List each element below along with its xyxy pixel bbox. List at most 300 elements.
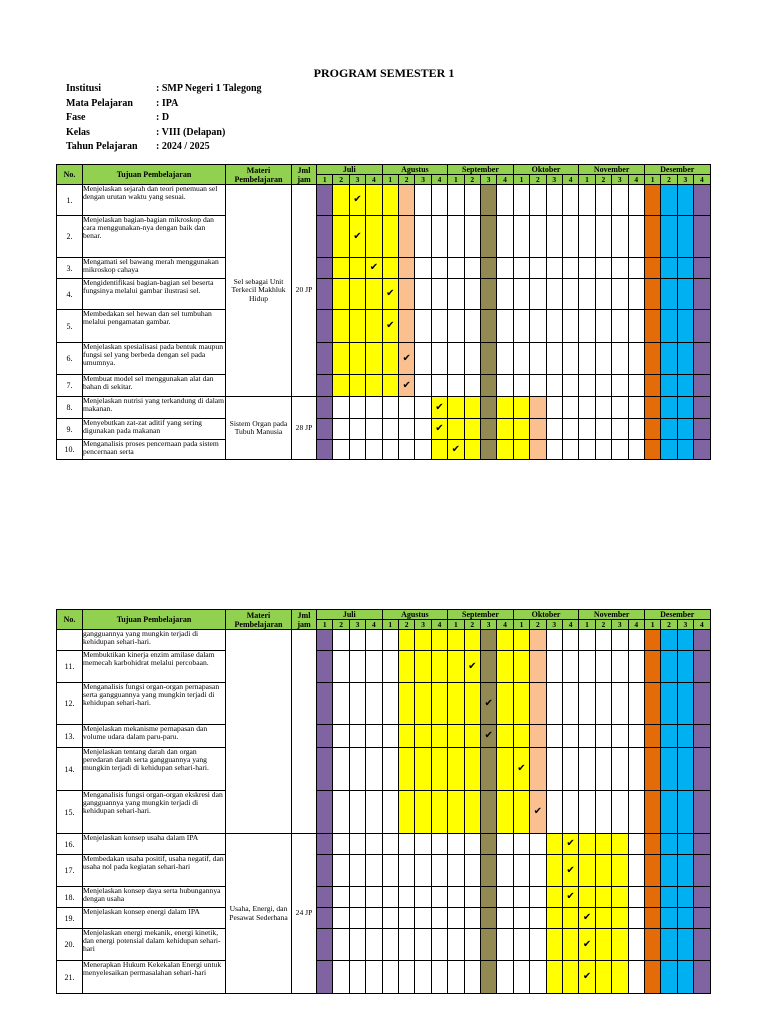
- week-cell: [480, 651, 496, 683]
- week-cell: [431, 683, 447, 725]
- week-cell: [628, 961, 644, 994]
- week-cell: [562, 791, 578, 834]
- week-cell: [480, 343, 496, 375]
- week-cell: [497, 929, 513, 961]
- row-number: 18.: [57, 887, 83, 908]
- week-cell: [398, 216, 414, 258]
- week-cell: [333, 791, 349, 834]
- header-week: 2: [464, 175, 480, 185]
- check-mark-icon: ✔: [566, 864, 575, 876]
- week-cell: [448, 748, 464, 791]
- week-cell: [480, 961, 496, 994]
- week-cell: [349, 440, 365, 460]
- week-cell: [415, 961, 431, 994]
- week-cell: [694, 630, 710, 651]
- week-cell: [497, 440, 513, 460]
- week-cell: [448, 343, 464, 375]
- week-cell: [546, 397, 562, 419]
- week-cell: [694, 216, 710, 258]
- week-cell: [595, 630, 611, 651]
- row-number: 4.: [57, 279, 83, 310]
- week-cell: [431, 258, 447, 279]
- week-cell: [497, 725, 513, 748]
- week-cell: [579, 419, 595, 440]
- week-cell: [661, 630, 677, 651]
- week-cell: [366, 683, 382, 725]
- week-cell: [612, 310, 628, 343]
- week-cell: [579, 279, 595, 310]
- tujuan-cell: Menganalisis fungsi organ-organ pernapasan serta gangguannya yang mungkin terjadi di kehidupan sehari-hari.: [83, 683, 226, 725]
- schedule-table-2: [56, 609, 711, 994]
- week-cell: [694, 725, 710, 748]
- week-cell: [612, 375, 628, 397]
- week-cell: [382, 343, 398, 375]
- week-cell: [694, 651, 710, 683]
- table-row: [57, 258, 711, 279]
- week-cell: [562, 279, 578, 310]
- week-cell: [628, 440, 644, 460]
- header-week: 3: [415, 175, 431, 185]
- materi-cell: [226, 630, 292, 834]
- week-cell: [349, 887, 365, 908]
- week-cell: [480, 791, 496, 834]
- check-mark-icon: ✔: [582, 938, 592, 950]
- week-cell: [431, 279, 447, 310]
- week-cell: [317, 791, 333, 834]
- week-cell: [595, 651, 611, 683]
- week-cell: [398, 855, 414, 887]
- week-cell: [595, 961, 611, 994]
- week-cell: [644, 855, 660, 887]
- week-cell: [644, 258, 660, 279]
- check-mark-icon: ✔: [369, 262, 379, 273]
- tujuan-cell: Menyebutkan zat-zat aditif yang sering digunakan pada makanan: [83, 419, 226, 440]
- week-cell: [644, 791, 660, 834]
- week-cell: [448, 725, 464, 748]
- week-cell: [497, 855, 513, 887]
- week-cell: [530, 397, 546, 419]
- week-cell: [464, 185, 480, 216]
- week-cell: [513, 258, 529, 279]
- week-cell: [644, 375, 660, 397]
- week-cell: [644, 310, 660, 343]
- check-mark-icon: ✔: [386, 288, 395, 299]
- week-cell: [366, 725, 382, 748]
- week-cell: [497, 419, 513, 440]
- week-cell: [628, 185, 644, 216]
- header-week: 1: [317, 620, 333, 630]
- table-row: [57, 651, 711, 683]
- table-row: [57, 343, 711, 375]
- week-cell: [415, 791, 431, 834]
- document-meta: [66, 82, 262, 155]
- check-mark-icon: ✔: [582, 912, 592, 923]
- week-cell: [579, 855, 595, 887]
- week-cell: [677, 834, 693, 855]
- header-week: 3: [480, 620, 496, 630]
- week-cell: [677, 375, 693, 397]
- table-row: [57, 279, 711, 310]
- week-cell: [480, 725, 496, 748]
- week-cell: [661, 279, 677, 310]
- week-cell: [448, 279, 464, 310]
- week-cell: [480, 397, 496, 419]
- header-jml: Jml jam: [292, 165, 317, 185]
- week-cell: [497, 834, 513, 855]
- week-cell: [464, 725, 480, 748]
- meta-value: : D: [156, 112, 170, 123]
- week-cell: [579, 630, 595, 651]
- week-cell: [677, 748, 693, 791]
- week-cell: [464, 216, 480, 258]
- check-mark-icon: ✔: [468, 660, 477, 672]
- header-week: 3: [677, 620, 693, 630]
- week-cell: [398, 725, 414, 748]
- header-week: 4: [497, 175, 513, 185]
- header-week: 2: [661, 620, 677, 630]
- week-cell: [661, 343, 677, 375]
- week-cell: [530, 310, 546, 343]
- week-cell: [562, 419, 578, 440]
- week-cell: [448, 651, 464, 683]
- check-mark-icon: ✔: [566, 838, 575, 849]
- week-cell: [677, 397, 693, 419]
- week-cell: [398, 419, 414, 440]
- meta-label: Institusi: [66, 83, 102, 94]
- week-cell: [366, 216, 382, 258]
- week-cell: [595, 310, 611, 343]
- week-cell: [366, 908, 382, 929]
- week-cell: [497, 651, 513, 683]
- table-row: [57, 375, 711, 397]
- week-cell: [595, 887, 611, 908]
- week-cell: [546, 419, 562, 440]
- week-cell: [530, 279, 546, 310]
- week-cell: [366, 855, 382, 887]
- week-cell: [661, 440, 677, 460]
- week-cell: [562, 216, 578, 258]
- meta-row: [66, 82, 262, 97]
- week-cell: [579, 748, 595, 791]
- week-cell: [415, 887, 431, 908]
- week-cell: [431, 748, 447, 791]
- row-number: 15.: [57, 791, 83, 834]
- week-cell: [677, 887, 693, 908]
- week-cell: [398, 834, 414, 855]
- week-cell: [448, 397, 464, 419]
- table-row: [57, 216, 711, 258]
- header-week: 1: [382, 175, 398, 185]
- table-row: [57, 929, 711, 961]
- week-cell: [612, 725, 628, 748]
- week-cell: [612, 748, 628, 791]
- week-cell: [612, 258, 628, 279]
- week-cell: [644, 630, 660, 651]
- header-week: 3: [677, 175, 693, 185]
- week-cell: [431, 419, 447, 440]
- week-cell: [530, 440, 546, 460]
- week-cell: [661, 397, 677, 419]
- week-cell: [398, 185, 414, 216]
- header-week: 3: [480, 175, 496, 185]
- week-cell: [480, 440, 496, 460]
- week-cell: [464, 834, 480, 855]
- week-cell: [677, 651, 693, 683]
- week-cell: [333, 651, 349, 683]
- week-cell: [530, 855, 546, 887]
- week-cell: [562, 725, 578, 748]
- week-cell: [628, 725, 644, 748]
- week-cell: [464, 310, 480, 343]
- week-cell: [317, 683, 333, 725]
- header-week: 1: [317, 175, 333, 185]
- header-week: 2: [595, 620, 611, 630]
- tujuan-cell: Menganalisis proses pencernaan pada sistem pencernaan serta: [83, 440, 226, 460]
- week-cell: [382, 375, 398, 397]
- week-cell: [398, 440, 414, 460]
- week-cell: [595, 683, 611, 725]
- week-cell: [562, 397, 578, 419]
- header-week: 1: [448, 175, 464, 185]
- week-cell: [382, 683, 398, 725]
- week-cell: [628, 258, 644, 279]
- week-cell: [431, 375, 447, 397]
- week-cell: [595, 929, 611, 961]
- week-cell: [677, 855, 693, 887]
- tujuan-cell: Menjelaskan mekanisme pernapasan dan volume udara dalam paru-paru.: [83, 725, 226, 748]
- table-row: [57, 855, 711, 887]
- week-cell: [677, 630, 693, 651]
- week-cell: [480, 855, 496, 887]
- week-cell: [480, 887, 496, 908]
- header-month: Desember: [644, 165, 710, 175]
- week-cell: [431, 651, 447, 683]
- page-title: PROGRAM SEMESTER 1: [313, 66, 455, 80]
- week-cell: [366, 419, 382, 440]
- row-number: 9.: [57, 419, 83, 440]
- week-cell: [694, 929, 710, 961]
- header-tujuan: Tujuan Pembelajaran: [83, 165, 226, 185]
- week-cell: [480, 748, 496, 791]
- week-cell: [579, 185, 595, 216]
- week-cell: [464, 683, 480, 725]
- week-cell: [333, 834, 349, 855]
- week-cell: [480, 630, 496, 651]
- tujuan-cell: Membuktikan kinerja enzim amilase dalam memecah karbohidrat melalui percobaan.: [83, 651, 226, 683]
- check-mark-icon: ✔: [435, 401, 444, 413]
- week-cell: [415, 419, 431, 440]
- week-cell: [415, 343, 431, 375]
- row-number: 16.: [57, 834, 83, 855]
- week-cell: [317, 216, 333, 258]
- check-mark-icon: ✔: [386, 320, 395, 331]
- week-cell: [366, 279, 382, 310]
- week-cell: [464, 397, 480, 419]
- tujuan-cell: Mengamati sel bawang merah menggunakan mikroskop cahaya: [83, 258, 226, 279]
- jml-jam-cell: 28 JP: [292, 397, 317, 460]
- week-cell: [415, 908, 431, 929]
- header-materi: Materi Pembelajaran: [226, 610, 292, 630]
- header-month: Agustus: [382, 610, 448, 620]
- header-week: 3: [415, 620, 431, 630]
- week-cell: [349, 397, 365, 419]
- week-cell: [546, 216, 562, 258]
- week-cell: [612, 683, 628, 725]
- week-cell: [546, 375, 562, 397]
- week-cell: [366, 258, 382, 279]
- week-cell: [677, 258, 693, 279]
- header-week: 4: [431, 620, 447, 630]
- schedule-table-1: [56, 164, 711, 460]
- week-cell: [333, 279, 349, 310]
- week-cell: [513, 630, 529, 651]
- week-cell: [661, 651, 677, 683]
- week-cell: [694, 855, 710, 887]
- week-cell: [661, 791, 677, 834]
- week-cell: [333, 683, 349, 725]
- week-cell: [562, 748, 578, 791]
- week-cell: [694, 343, 710, 375]
- week-cell: [579, 834, 595, 855]
- week-cell: [349, 855, 365, 887]
- table-row: [57, 397, 711, 419]
- week-cell: [480, 419, 496, 440]
- week-cell: [349, 791, 365, 834]
- header-week: 1: [579, 175, 595, 185]
- week-cell: [644, 961, 660, 994]
- week-cell: [349, 279, 365, 310]
- week-cell: [595, 440, 611, 460]
- week-cell: [398, 630, 414, 651]
- meta-label: Mata Pelajaran: [66, 97, 133, 109]
- header-week: 1: [644, 620, 660, 630]
- week-cell: [366, 961, 382, 994]
- week-cell: [694, 748, 710, 791]
- header-week: 4: [366, 175, 382, 185]
- week-cell: [579, 929, 595, 961]
- week-cell: [628, 651, 644, 683]
- week-cell: [415, 397, 431, 419]
- week-cell: [497, 185, 513, 216]
- week-cell: [480, 310, 496, 343]
- header-week: 2: [530, 175, 546, 185]
- week-cell: [661, 725, 677, 748]
- jml-jam-cell: 20 JP: [292, 185, 317, 397]
- week-cell: [366, 929, 382, 961]
- header-month: September: [448, 610, 514, 620]
- row-number: 20.: [57, 929, 83, 961]
- week-cell: [480, 683, 496, 725]
- week-cell: [448, 887, 464, 908]
- tujuan-cell: Menjelaskan sejarah dan teori penemuan sel dengan urutan waktu yang sesuai.: [83, 185, 226, 216]
- check-mark-icon: ✔: [402, 379, 411, 391]
- week-cell: [317, 908, 333, 929]
- week-cell: [464, 630, 480, 651]
- week-cell: [448, 419, 464, 440]
- week-cell: [628, 748, 644, 791]
- week-cell: [382, 961, 398, 994]
- week-cell: [595, 258, 611, 279]
- header-week: 4: [694, 620, 710, 630]
- week-cell: [546, 343, 562, 375]
- week-cell: [579, 651, 595, 683]
- week-cell: [530, 683, 546, 725]
- week-cell: [661, 887, 677, 908]
- table-row: [57, 440, 711, 460]
- week-cell: [513, 834, 529, 855]
- check-mark-icon: ✔: [517, 763, 526, 774]
- week-cell: [513, 397, 529, 419]
- week-cell: [382, 258, 398, 279]
- tujuan-cell: Menjelaskan nutrisi yang terkandung di dalam makanan.: [83, 397, 226, 419]
- week-cell: [579, 887, 595, 908]
- week-cell: [366, 887, 382, 908]
- week-cell: [661, 748, 677, 791]
- week-cell: [595, 855, 611, 887]
- jml-jam-cell: [292, 630, 317, 834]
- week-cell: [398, 683, 414, 725]
- week-cell: [562, 630, 578, 651]
- week-cell: [398, 651, 414, 683]
- row-number: 1.: [57, 185, 83, 216]
- week-cell: [530, 258, 546, 279]
- week-cell: [366, 310, 382, 343]
- week-cell: [398, 929, 414, 961]
- week-cell: [366, 397, 382, 419]
- week-cell: [694, 375, 710, 397]
- meta-value: : VIII (Delapan): [156, 126, 226, 138]
- meta-label: Fase: [66, 112, 86, 123]
- week-cell: [694, 419, 710, 440]
- week-cell: [562, 310, 578, 343]
- week-cell: [546, 683, 562, 725]
- table-row: [57, 908, 711, 929]
- week-cell: [513, 887, 529, 908]
- week-cell: [595, 375, 611, 397]
- week-cell: [431, 630, 447, 651]
- week-cell: [366, 440, 382, 460]
- week-cell: [661, 375, 677, 397]
- header-week: 3: [612, 620, 628, 630]
- header-week: 2: [595, 175, 611, 185]
- week-cell: [661, 185, 677, 216]
- check-mark-icon: ✔: [484, 697, 493, 709]
- week-cell: [317, 343, 333, 375]
- week-cell: [612, 855, 628, 887]
- week-cell: [546, 651, 562, 683]
- tujuan-cell: Menjelaskan konsep energi dalam IPA: [83, 908, 226, 929]
- week-cell: [562, 343, 578, 375]
- week-cell: [562, 375, 578, 397]
- week-cell: [464, 748, 480, 791]
- week-cell: [612, 397, 628, 419]
- week-cell: [349, 929, 365, 961]
- week-cell: [661, 834, 677, 855]
- week-cell: [513, 419, 529, 440]
- week-cell: [694, 279, 710, 310]
- week-cell: [382, 748, 398, 791]
- week-cell: [464, 258, 480, 279]
- week-cell: [579, 397, 595, 419]
- week-cell: [398, 961, 414, 994]
- table-row: [57, 185, 711, 216]
- week-cell: [480, 929, 496, 961]
- week-cell: [480, 185, 496, 216]
- week-cell: [562, 185, 578, 216]
- week-cell: [431, 887, 447, 908]
- week-cell: [562, 834, 578, 855]
- week-cell: [513, 725, 529, 748]
